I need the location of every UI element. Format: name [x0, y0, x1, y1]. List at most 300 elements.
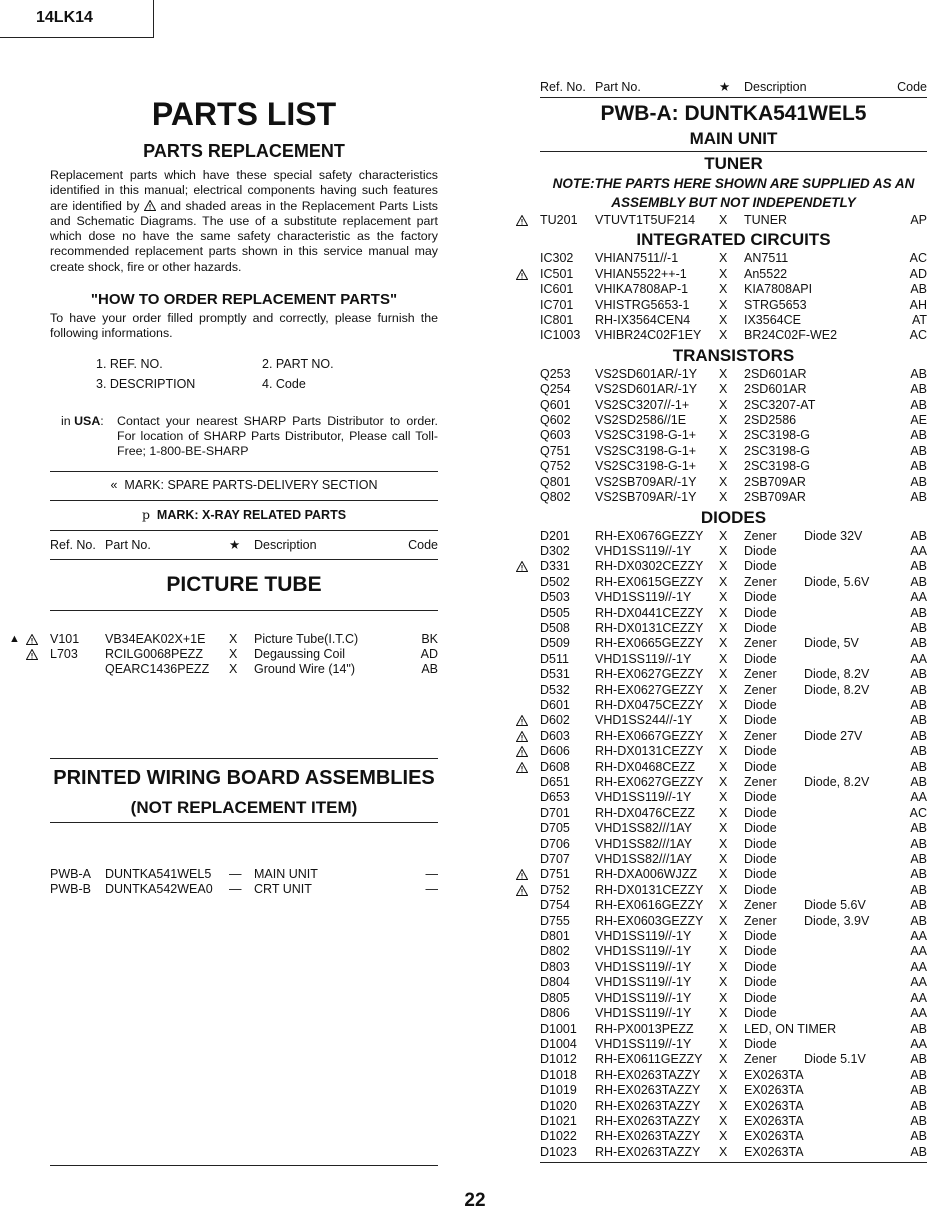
code-cell: AB	[910, 882, 927, 897]
part-cell: QEARC1436PEZZ	[105, 662, 210, 677]
code-cell: AB	[910, 528, 927, 543]
ref-cell: Q802	[540, 490, 571, 505]
code-cell: AA	[910, 1006, 927, 1021]
table-row	[540, 544, 927, 559]
code-cell: AA	[910, 651, 927, 666]
x-cell: X	[719, 1083, 728, 1098]
x-cell: X	[719, 1129, 728, 1144]
part-cell: RH-EX0263TAZZY	[595, 1113, 701, 1128]
desc-cell	[744, 1037, 897, 1052]
safety-warning-icon	[516, 731, 528, 742]
ref-cell: Q254	[540, 382, 571, 397]
code-cell: AB	[910, 443, 927, 458]
table-row	[540, 713, 927, 728]
code-cell: AA	[910, 929, 927, 944]
x-cell: X	[719, 1144, 728, 1159]
desc-cell	[744, 775, 897, 790]
desc-type: TUNER	[744, 213, 788, 227]
usa-label: USA	[74, 413, 101, 428]
how-to-order-text: To have your order filled promptly and correctly, please furnish the following informations.	[50, 311, 438, 341]
table-row	[50, 882, 438, 897]
usa-contact	[61, 414, 438, 460]
table-row	[540, 398, 927, 413]
code-cell: AD	[909, 266, 927, 281]
code-cell: AP	[910, 213, 927, 227]
part-cell: VHISTRG5653-1	[595, 297, 690, 312]
tuner-note-line2: ASSEMBLY BUT NOT INDEPENDETLY	[611, 195, 856, 210]
ref-cell: D508	[540, 620, 570, 635]
table-row	[540, 1068, 927, 1083]
desc-cell	[744, 806, 897, 821]
table-row	[540, 821, 927, 836]
page-number: 22	[464, 1190, 486, 1211]
part-cell: VHIAN5522++-1	[595, 266, 687, 281]
ref-cell: D1021	[540, 1113, 577, 1128]
desc-cell: Degaussing Coil	[254, 646, 346, 661]
code-cell: AB	[910, 913, 927, 928]
spare-parts-mark-symbol: «	[110, 477, 118, 492]
code-cell: AB	[910, 620, 927, 635]
code-cell: AB	[910, 759, 927, 774]
intro-paragraph	[50, 168, 438, 275]
diodes-list	[540, 529, 927, 1161]
code-cell: AB	[910, 744, 927, 759]
x-cell: X	[719, 397, 728, 412]
ic-heading: INTEGRATED CIRCUITS	[636, 230, 831, 250]
code-cell: AB	[910, 1098, 927, 1113]
table-row	[540, 251, 927, 266]
desc-cell	[744, 914, 897, 929]
desc-type: EX0263TA	[744, 1129, 804, 1144]
code-cell: —	[425, 882, 438, 897]
x-cell: X	[719, 443, 728, 458]
code-cell: AB	[910, 1021, 927, 1036]
part-cell: RH-IX3564CEN4	[595, 313, 691, 328]
desc-cell	[744, 975, 897, 990]
desc-type: EX0263TA	[744, 1067, 804, 1082]
ref-cell: Q603	[540, 428, 571, 443]
table-row	[540, 267, 927, 282]
table-row	[540, 790, 927, 805]
code-cell: AB	[910, 382, 927, 397]
order-info-list	[96, 354, 438, 394]
desc-type: An5522	[744, 266, 788, 281]
x-cell: X	[229, 662, 238, 677]
desc-cell	[744, 475, 897, 490]
desc-cell	[744, 251, 897, 266]
desc-type: Diode	[744, 1006, 777, 1021]
table-row	[540, 282, 927, 297]
code-cell: AB	[910, 1129, 927, 1144]
col-code-header: Code	[408, 537, 438, 552]
x-cell: X	[719, 574, 728, 589]
desc-type: 2SB709AR	[744, 490, 806, 505]
safety-warning-icon	[516, 715, 528, 726]
ref-cell: Q253	[540, 366, 571, 381]
table-row	[540, 760, 927, 775]
code-cell: AB	[910, 428, 927, 443]
part-cell: VS2SC3207//-1+	[595, 397, 690, 412]
diodes-heading: DIODES	[700, 507, 767, 527]
pwb-list	[50, 867, 438, 898]
ic-list	[540, 251, 927, 343]
ref-cell: D603	[540, 728, 570, 743]
pwb-a-title: PWB-A: DUNTKA541WEL5	[600, 102, 867, 125]
table-row	[540, 298, 927, 313]
x-cell: X	[719, 790, 728, 805]
code-cell: AB	[910, 713, 927, 728]
table-row	[9, 631, 438, 647]
ref-cell: D602	[540, 713, 570, 728]
ref-cell: D653	[540, 790, 570, 805]
desc-cell	[744, 1022, 897, 1037]
x-cell: X	[719, 459, 728, 474]
desc-type: Diode	[744, 620, 777, 635]
order-item: 1. REF. NO.	[96, 356, 163, 371]
table-row	[540, 490, 927, 505]
desc-cell	[744, 1099, 897, 1114]
tuner-list	[540, 213, 927, 228]
x-cell: X	[719, 728, 728, 743]
part-cell: RH-EX0603GEZZY	[595, 913, 704, 928]
part-cell: RH-EX0611GEZZY	[595, 1052, 703, 1067]
part-cell: VHD1SS82///1AY	[595, 836, 693, 851]
x-cell: X	[719, 543, 728, 558]
part-cell: VTUVT1T5UF214	[595, 213, 696, 227]
ref-cell: IC801	[540, 313, 574, 328]
code-cell: AB	[910, 836, 927, 851]
spare-parts-mark-text: MARK: SPARE PARTS-DELIVERY SECTION	[124, 477, 378, 492]
safety-warning-icon	[516, 561, 528, 572]
ref-cell: D707	[540, 852, 570, 867]
code-cell: AD	[420, 646, 438, 661]
ref-cell: D509	[540, 636, 570, 651]
code-cell: AB	[910, 821, 927, 836]
ref-cell: D805	[540, 990, 570, 1005]
divider	[540, 151, 927, 152]
part-cell: RH-DX0131CEZZY	[595, 882, 704, 897]
x-cell: X	[719, 882, 728, 897]
ref-cell: D751	[540, 867, 570, 882]
desc-type: 2SC3198-G	[744, 428, 811, 443]
desc-type: Diode	[744, 543, 777, 558]
x-cell: X	[719, 328, 728, 343]
code-cell: AB	[910, 1083, 927, 1098]
table-row	[540, 652, 927, 667]
table-row	[540, 529, 927, 544]
desc-type: Diode	[744, 697, 777, 712]
desc-cell	[744, 267, 897, 282]
part-cell: RH-EX0615GEZZY	[595, 574, 704, 589]
desc-cell	[744, 713, 897, 728]
table-row	[540, 944, 927, 959]
code-cell: AB	[910, 1052, 927, 1067]
table-row	[540, 698, 927, 713]
desc-cell	[744, 683, 897, 698]
code-cell: AA	[910, 790, 927, 805]
x-cell: X	[719, 697, 728, 712]
xray-mark-text: MARK: X-RAY RELATED PARTS	[156, 507, 347, 522]
safety-warning-icon	[516, 746, 528, 757]
desc-type: Diode	[744, 805, 777, 820]
part-cell: VHD1SS119//-1Y	[595, 959, 692, 974]
desc-detail: Diode 5.6V	[804, 898, 866, 913]
ref-cell: Q601	[540, 397, 571, 412]
desc-cell	[744, 1083, 897, 1098]
divider	[50, 559, 438, 560]
part-cell: VHIBR24C02F1EY	[595, 328, 702, 343]
table-row	[540, 621, 927, 636]
table-row	[540, 606, 927, 621]
desc-type: Diode	[744, 744, 777, 759]
desc-type: Diode	[744, 975, 777, 990]
intro-text-2: and shaded areas in the Replacement Parts Lists and Schematic Diagrams. The use of a substitute replacement part which dose no have the same safety characteristic as the factory recommended replacement parts shown in this service manual may create shock, fire or other hazards.	[50, 198, 438, 274]
part-cell: VS2SD601AR/-1Y	[595, 366, 698, 381]
part-cell: RH-EX0627GEZZY	[595, 682, 704, 697]
intro-text-1: Replacement parts which have these special safety characteristics identified in this manual; electrical components having such features are identified by	[50, 168, 438, 213]
desc-cell	[744, 837, 897, 852]
x-cell: X	[719, 713, 728, 728]
table-row	[50, 647, 438, 662]
code-cell: AA	[910, 944, 927, 959]
part-cell: VHD1SS119//-1Y	[595, 990, 692, 1005]
x-cell: X	[719, 805, 728, 820]
ref-cell: PWB-B	[50, 882, 91, 897]
desc-type: 2SD2586	[744, 413, 797, 428]
code-cell: AA	[910, 975, 927, 990]
desc-cell	[744, 313, 897, 328]
desc-cell	[744, 1145, 897, 1160]
order-item: 3. DESCRIPTION	[96, 376, 196, 391]
desc-type: EX0263TA	[744, 1113, 804, 1128]
ref-cell: D505	[540, 605, 570, 620]
table-row	[540, 590, 927, 605]
desc-type: Diode	[744, 836, 777, 851]
code-cell: AB	[910, 282, 927, 297]
desc-type: Diode	[744, 605, 777, 620]
desc-type: EX0263TA	[744, 1098, 804, 1113]
part-cell: VHD1SS119//-1Y	[595, 543, 692, 558]
table-row	[540, 898, 927, 913]
part-cell: RH-PX0013PEZZ	[595, 1021, 694, 1036]
part-cell: RH-DX0131CEZZY	[595, 744, 704, 759]
table-row	[540, 1037, 927, 1052]
x-cell: X	[719, 682, 728, 697]
code-cell: AB	[910, 397, 927, 412]
desc-cell	[744, 944, 897, 959]
code-cell: AA	[910, 959, 927, 974]
table-row	[540, 683, 927, 698]
ref-cell: D531	[540, 667, 570, 682]
ref-cell: D1012	[540, 1052, 577, 1067]
x-cell: X	[719, 1067, 728, 1082]
safety-warning-icon	[26, 634, 38, 645]
column-header-row	[540, 78, 927, 96]
code-cell: AE	[910, 413, 927, 428]
desc-type: STRG5653	[744, 297, 807, 312]
order-item: 2. PART NO.	[262, 356, 334, 371]
x-cell: X	[719, 620, 728, 635]
safety-warning-icon	[516, 762, 528, 773]
table-row	[540, 213, 927, 228]
table-row	[540, 367, 927, 382]
x-cell: X	[719, 651, 728, 666]
ref-cell: L703	[50, 646, 78, 661]
desc-cell	[744, 459, 897, 474]
part-cell: VB34EAK02X+1E	[105, 631, 206, 646]
table-row	[540, 1052, 927, 1067]
desc-cell	[744, 1006, 897, 1021]
code-cell: AB	[910, 1113, 927, 1128]
desc-cell	[744, 698, 897, 713]
x-cell: X	[229, 646, 238, 661]
x-cell: X	[719, 852, 728, 867]
ref-cell: D803	[540, 959, 570, 974]
desc-cell	[744, 544, 897, 559]
code-cell: AB	[910, 667, 927, 682]
code-cell: AT	[911, 313, 927, 328]
x-cell: X	[719, 590, 728, 605]
table-row	[540, 960, 927, 975]
desc-detail: Diode, 3.9V	[804, 913, 870, 928]
x-cell: X	[719, 836, 728, 851]
desc-cell	[744, 991, 897, 1006]
desc-cell	[744, 413, 897, 428]
col-part-header: Part No.	[105, 537, 151, 552]
desc-cell	[744, 744, 897, 759]
x-cell: X	[719, 929, 728, 944]
ref-cell: D606	[540, 744, 570, 759]
code-cell: AB	[910, 867, 927, 882]
code-cell: AB	[910, 852, 927, 867]
part-cell: VS2SC3198-G-1+	[595, 443, 697, 458]
code-cell: AB	[910, 459, 927, 474]
part-cell: VHD1SS119//-1Y	[595, 944, 692, 959]
ref-cell: D804	[540, 975, 570, 990]
ref-cell: IC1003	[540, 328, 581, 343]
ref-cell: PWB-A	[50, 866, 91, 881]
desc-cell	[744, 398, 897, 413]
x-cell: X	[719, 251, 728, 266]
ref-cell: D802	[540, 944, 570, 959]
x-cell: X	[719, 636, 728, 651]
safety-warning-icon	[144, 200, 156, 211]
col-code-header: Code	[897, 80, 927, 94]
usa-colon: :	[100, 413, 104, 428]
ref-cell: D1019	[540, 1083, 577, 1098]
table-row	[540, 559, 927, 574]
desc-cell	[744, 636, 897, 651]
desc-cell	[744, 282, 897, 297]
desc-type: Diode	[744, 1036, 777, 1051]
table-row	[540, 775, 927, 790]
divider	[540, 1162, 927, 1163]
code-cell: AB	[910, 605, 927, 620]
col-ref-header: Ref. No.	[540, 80, 586, 94]
divider	[50, 530, 438, 531]
part-cell: VS2SC3198-G-1+	[595, 459, 697, 474]
part-cell: RH-EX0263TAZZY	[595, 1144, 701, 1159]
table-row	[540, 914, 927, 929]
part-cell: RH-EX0676GEZZY	[595, 528, 704, 543]
table-row	[540, 413, 927, 428]
divider	[50, 822, 438, 823]
desc-type: Zener	[744, 574, 777, 589]
part-cell: RCILG0068PEZZ	[105, 646, 203, 661]
col-desc-header: Description	[744, 80, 807, 94]
x-cell: X	[229, 631, 238, 646]
desc-type: Diode	[744, 990, 777, 1005]
table-row	[540, 428, 927, 443]
code-cell: AC	[909, 328, 927, 343]
x-cell: X	[719, 821, 728, 836]
desc-type: 2SD601AR	[744, 382, 807, 397]
ref-cell: D302	[540, 543, 570, 558]
desc-cell	[744, 367, 897, 382]
desc-cell	[744, 960, 897, 975]
desc-type: Zener	[744, 775, 777, 789]
desc-cell	[744, 621, 897, 636]
ref-cell: V101	[50, 631, 80, 646]
ref-cell: Q752	[540, 459, 571, 474]
part-cell: VHIAN7511//-1	[595, 251, 679, 266]
code-cell: AB	[910, 474, 927, 489]
x-cell: X	[719, 867, 728, 882]
desc-cell: CRT UNIT	[254, 882, 312, 897]
desc-type: Zener	[744, 913, 777, 928]
part-cell: DUNTKA542WEA0	[105, 882, 213, 897]
code-cell: AB	[910, 1144, 927, 1159]
x-cell: X	[719, 1098, 728, 1113]
part-cell: VHD1SS119//-1Y	[595, 1006, 692, 1021]
table-row	[540, 1114, 927, 1129]
part-cell: RH-EX0627GEZZY	[595, 667, 704, 682]
part-cell: RH-EX0665GEZZY	[595, 636, 704, 651]
desc-type: Diode	[744, 852, 777, 867]
table-row	[540, 744, 927, 759]
code-cell: AC	[909, 251, 927, 266]
ref-cell: D1020	[540, 1098, 577, 1113]
safety-warning-icon	[516, 215, 528, 226]
ref-cell: IC601	[540, 282, 574, 297]
x-cell: X	[719, 1036, 728, 1051]
col-part-header: Part No.	[595, 80, 641, 94]
desc-cell: Ground Wire (14")	[254, 662, 355, 677]
part-cell: VHD1SS119//-1Y	[595, 651, 692, 666]
spare-parts-mark-line	[50, 472, 438, 500]
code-cell: AB	[910, 366, 927, 381]
desc-cell	[744, 444, 897, 459]
part-cell: RH-DX0302CEZZY	[595, 559, 704, 574]
ref-cell: TU201	[540, 213, 578, 227]
x-cell: X	[719, 428, 728, 443]
table-row	[540, 1006, 927, 1021]
desc-type: EX0263TA	[744, 1083, 804, 1098]
desc-type: Zener	[744, 636, 777, 651]
desc-cell	[744, 790, 897, 805]
part-cell: RH-DX0131CEZZY	[595, 620, 704, 635]
desc-detail: Diode, 5.6V	[804, 574, 870, 589]
desc-type: EX0263TA	[744, 1144, 804, 1159]
x-cell: X	[719, 1052, 728, 1067]
order-item: 4. Code	[262, 376, 306, 391]
ref-cell: D1004	[540, 1036, 577, 1051]
ref-cell: D503	[540, 590, 570, 605]
xray-mark-line	[50, 501, 438, 530]
desc-detail: Diode 27V	[804, 728, 863, 743]
desc-type: Diode	[744, 867, 777, 882]
right-column	[540, 78, 927, 1163]
